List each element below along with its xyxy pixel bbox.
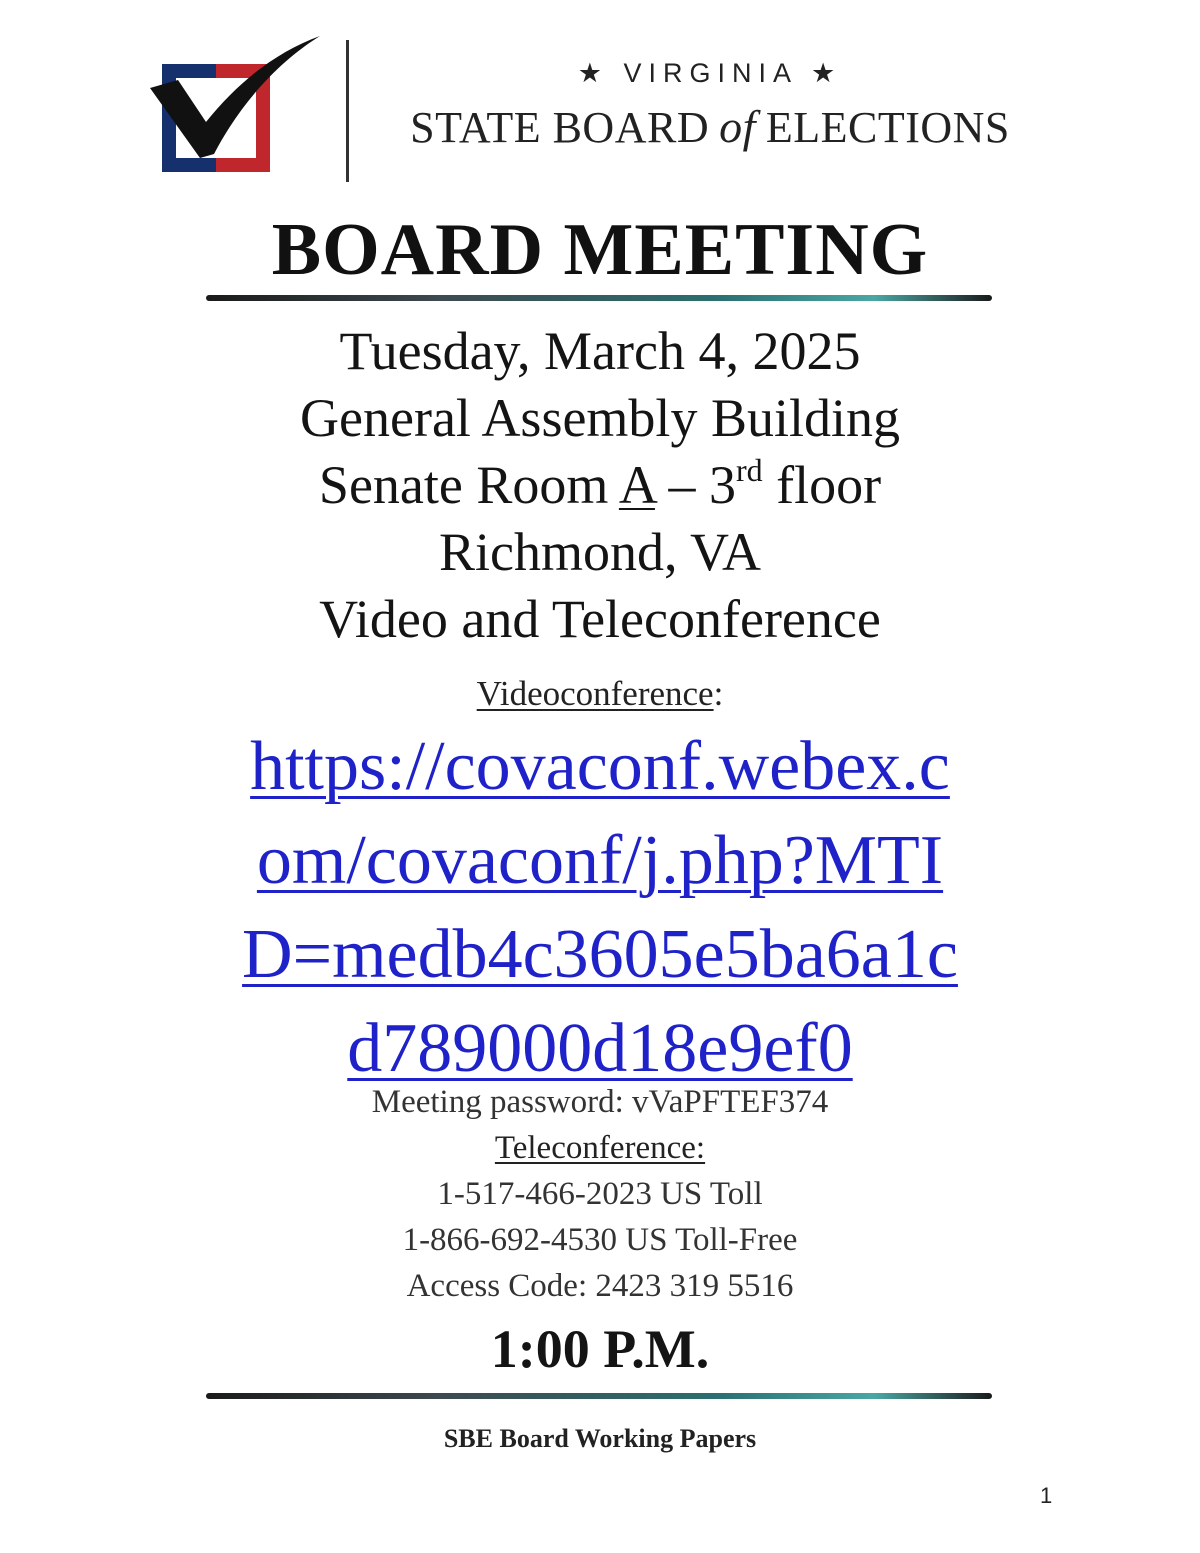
meeting-city: Richmond, VA [438, 522, 762, 582]
webex-link-line-1[interactable]: https://covaconf.webex.c [250, 728, 950, 805]
webex-link[interactable] [0, 720, 1200, 1096]
webex-link-line-3[interactable]: D=medb4c3605e5ba6a1c [242, 916, 958, 993]
agency-name [360, 100, 1060, 153]
meeting-password: Meeting password: vVaPFTEF374 [371, 1084, 829, 1120]
agency-name-part2: ELECTIONS [765, 103, 1010, 152]
divider-bottom [206, 1393, 992, 1399]
meeting-building: General Assembly Building [300, 388, 900, 448]
logo-divider [346, 40, 349, 182]
page-number: 1 [1040, 1483, 1053, 1508]
room-prefix: Senate Room [318, 455, 619, 515]
meeting-date: Tuesday, March 4, 2025 [339, 321, 861, 381]
checkmark-logo-icon [148, 34, 328, 174]
agency-name-part1: STATE BOARD [410, 103, 710, 152]
videoconference-colon: : [713, 674, 724, 713]
meeting-details [0, 318, 1200, 653]
webex-link-line-4[interactable]: d789000d18e9ef0 [347, 1010, 853, 1087]
room-sep: – 3 [654, 455, 736, 515]
videoconference-heading [0, 674, 1200, 714]
teleconference-label: Teleconference: [494, 1130, 706, 1166]
meeting-mode: Video and Teleconference [319, 589, 881, 649]
teleconference-heading [0, 1130, 1200, 1167]
room-letter: A [618, 455, 655, 515]
footer-text: SBE Board Working Papers [443, 1424, 757, 1453]
divider-top [206, 295, 992, 301]
toll-free-number: 1-866-692-4530 US Toll-Free [402, 1222, 798, 1258]
access-code: Access Code: 2423 319 5516 [406, 1268, 794, 1304]
toll-number: 1-517-466-2023 US Toll [437, 1176, 763, 1212]
meeting-room [0, 452, 1200, 519]
webex-link-line-2[interactable]: om/covaconf/j.php?MTI [256, 822, 944, 899]
room-superscript: rd [735, 452, 763, 488]
meeting-time: 1:00 P.M. [490, 1319, 710, 1379]
state-name: ★ VIRGINIA ★ [577, 58, 843, 88]
page-title: BOARD MEETING [271, 209, 929, 291]
agency-name-of: of [719, 101, 756, 152]
videoconference-label: Videoconference [476, 674, 714, 713]
room-floor: floor [762, 455, 882, 515]
